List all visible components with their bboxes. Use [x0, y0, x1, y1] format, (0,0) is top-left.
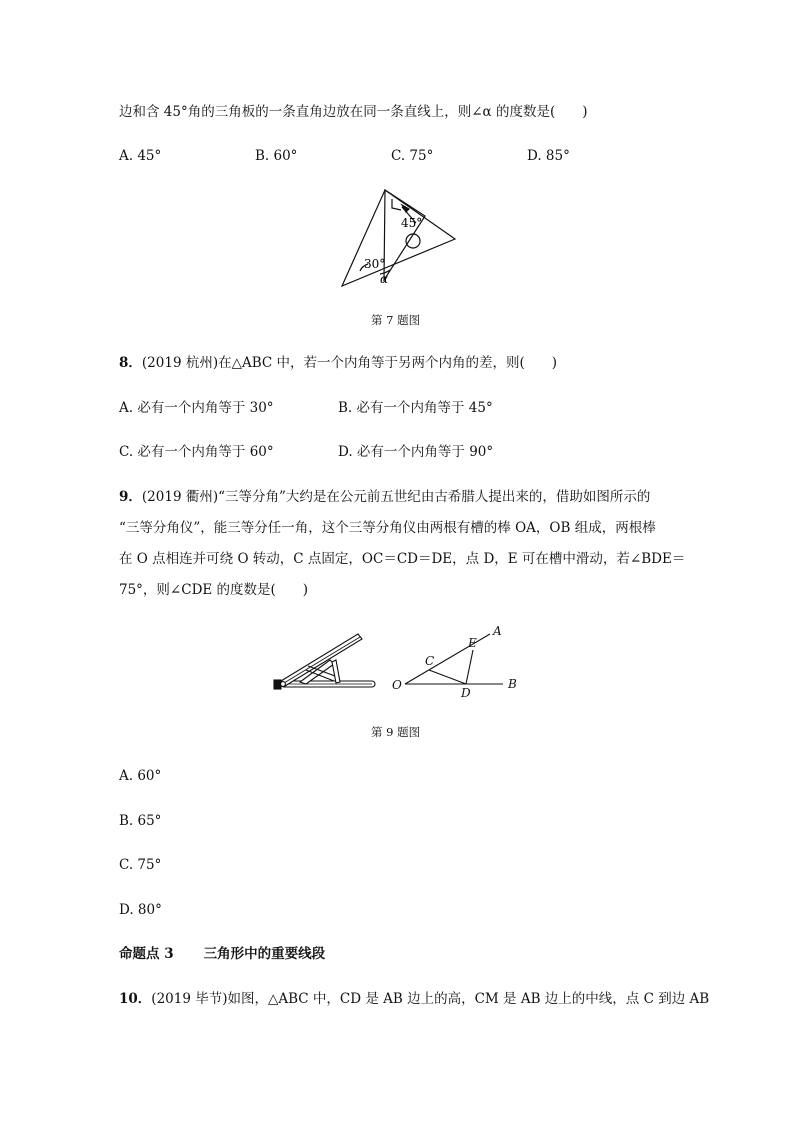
q9-stem-line-2: “三等分角仪”，能三等分任一角，这个三等分角仪由两根有槽的棒 OA，OB 组成，两根棒 [119, 520, 656, 536]
label-30: 30° [364, 257, 386, 271]
angle-arrow [402, 207, 416, 223]
q8-source: (2019 杭州) [141, 355, 219, 371]
q8-number: 8 [119, 355, 129, 371]
triangle-30-set-square [384, 190, 425, 280]
q9-option-d: D. 80° [119, 902, 162, 918]
q8-option-d: D. 必有一个内角等于 90° [338, 444, 494, 460]
point-label-a: A [493, 624, 502, 638]
q9-option-c: C. 75° [119, 857, 162, 873]
q10-number: 10 [119, 991, 138, 1007]
q8-option-c: C. 必有一个内角等于 60° [119, 444, 274, 460]
arc-alpha [380, 270, 390, 274]
section-title: 三角形中的重要线段 [203, 946, 326, 962]
q9-stem-line-1: 9．(2019 衢州)“三等分角”大约是在公元前五世纪由古希腊人提出来的，借助如图所示的 [119, 489, 651, 505]
q7-option-b: B. 60° [255, 148, 298, 164]
q7-option-c: C. 75° [391, 148, 434, 164]
point-label-o: O [392, 678, 402, 692]
q10-source: (2019 毕节) [151, 991, 228, 1007]
arrow-head [402, 205, 409, 212]
q9-stem-text-1: “三等分角”大约是在公元前五世纪由古希腊人提出来的，借助如图所示的 [218, 489, 651, 505]
q7-caption: 第 7 题图 [371, 313, 421, 327]
triangle-45-set-square [342, 190, 455, 286]
set-square-hole [406, 234, 420, 248]
q7-option-d: D. 85° [527, 148, 570, 164]
q9-stem-line-3: 在 O 点相连并可绕 O 转动，C 点固定，OC＝CD＝DE，点 D，E 可在槽中滑动，若∠BDE＝ [119, 551, 686, 567]
segment-cd [429, 670, 466, 684]
point-label-d: D [461, 686, 471, 700]
point-label-c: C [425, 654, 435, 668]
q9-caption: 第 9 题图 [371, 725, 421, 739]
q9-number: 9 [119, 489, 129, 505]
point-label-e: E [468, 636, 477, 650]
q7-option-a: A. 45° [119, 148, 162, 164]
q10-stem: 10．(2019 毕节)如图，△ABC 中，CD 是 AB 边上的高，CM 是 AB 边上的中线，点 C 到边 AB [119, 991, 710, 1007]
label-45: 45° [401, 216, 423, 230]
ray-oa [405, 634, 490, 684]
section-heading [119, 945, 325, 963]
trisector-device-illustration [274, 634, 375, 689]
q7-stem-tail: 边和含 45°角的三角板的一条直角边放在同一条直线上，则∠α 的度数是( ) [119, 104, 588, 120]
q9-option-b: B. 65° [119, 813, 162, 829]
point-label-b: B [508, 677, 517, 691]
q8-stem: 8．(2019 杭州)在△ABC 中，若一个内角等于另两个内角的差，则( ) [119, 355, 558, 371]
arc-30 [360, 264, 368, 271]
q9-option-a: A. 60° [119, 768, 162, 784]
trisector-diagram [405, 634, 503, 684]
q8-stem-text: 在△ABC 中，若一个内角等于另两个内角的差，则( ) [218, 355, 558, 371]
segment-de [466, 650, 473, 684]
q10-stem-text: 如图，△ABC 中，CD 是 AB 边上的高，CM 是 AB 边上的中线，点 C 到边 AB [227, 991, 710, 1007]
q8-option-a: A. 必有一个内角等于 30° [119, 400, 274, 416]
label-alpha: α [380, 272, 389, 286]
q9-stem-line-4: 75°，则∠CDE 的度数是( ) [119, 582, 309, 598]
q9-source: (2019 衢州) [141, 489, 219, 505]
right-angle-mark [392, 199, 401, 210]
section-label: 命题点 3 [119, 946, 174, 962]
q8-option-b: B. 必有一个内角等于 45° [338, 400, 493, 416]
